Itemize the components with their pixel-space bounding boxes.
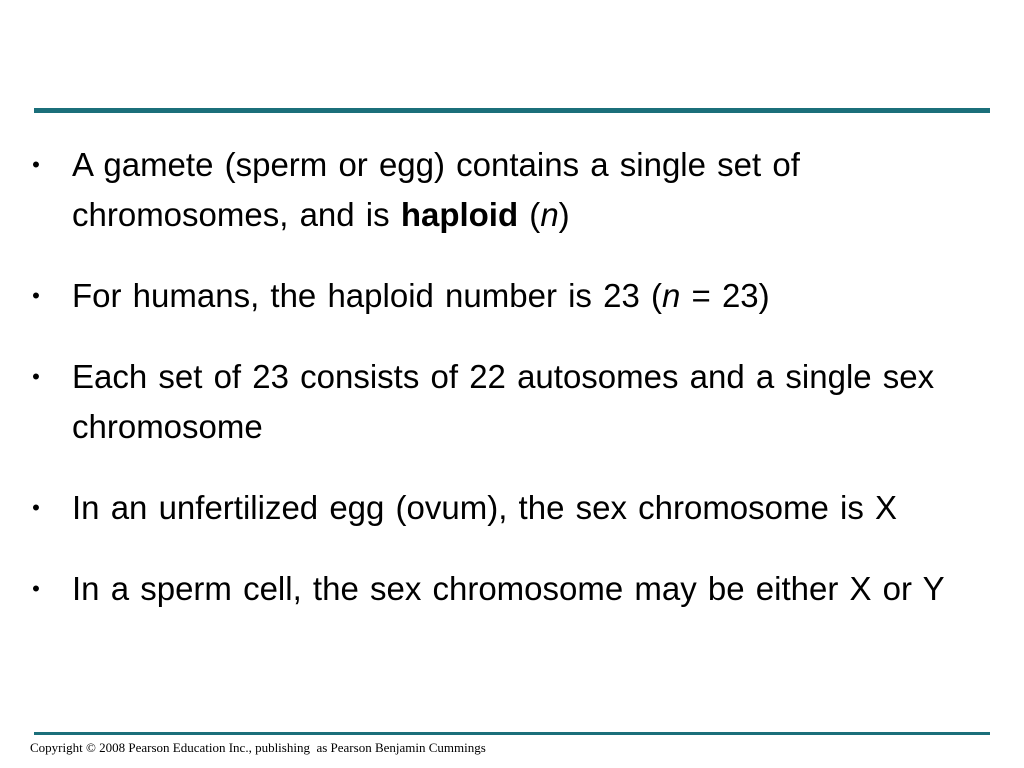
bullet-list [30,140,970,614]
bullet-text-segment: n [661,277,681,314]
bullet-marker: • [32,152,40,177]
bullet-text-segment: A gamete (sperm or egg) contains a single set of chromosomes, and is [72,146,800,233]
bullet-text-segment: ) [558,196,570,233]
bullet-text-segment: In a sperm cell, the sex chromosome may be either X or Y [72,570,945,607]
bullet-text-segment: ( [518,196,541,233]
bullet-item [30,352,970,452]
bullet-item [30,483,970,533]
bullet-text-segment: = 23) [680,277,770,314]
bottom-divider-line [34,732,990,735]
bullet-marker: • [32,576,40,601]
bullet-text-segment: n [540,196,559,233]
bullet-text-segment: In an unfertilized egg (ovum), the sex chromosome is X [72,489,898,526]
copyright-footer: Copyright © 2008 Pearson Education Inc., publishing as Pearson Benjamin Cummings [30,740,486,755]
bullet-text-segment: haploid [400,196,519,233]
bullet-text-segment: Each set of 23 consists of 22 autosomes and a single sex chromosome [72,358,935,445]
bullet-text-segment: For humans, the haploid number is 23 ( [72,277,662,314]
top-divider-line [34,108,990,113]
bullet-item [30,140,970,240]
bullet-marker: • [32,364,40,389]
bullet-item [30,564,970,614]
bullet-marker: • [32,495,40,520]
bullet-marker: • [32,283,40,308]
bullet-item [30,271,970,321]
